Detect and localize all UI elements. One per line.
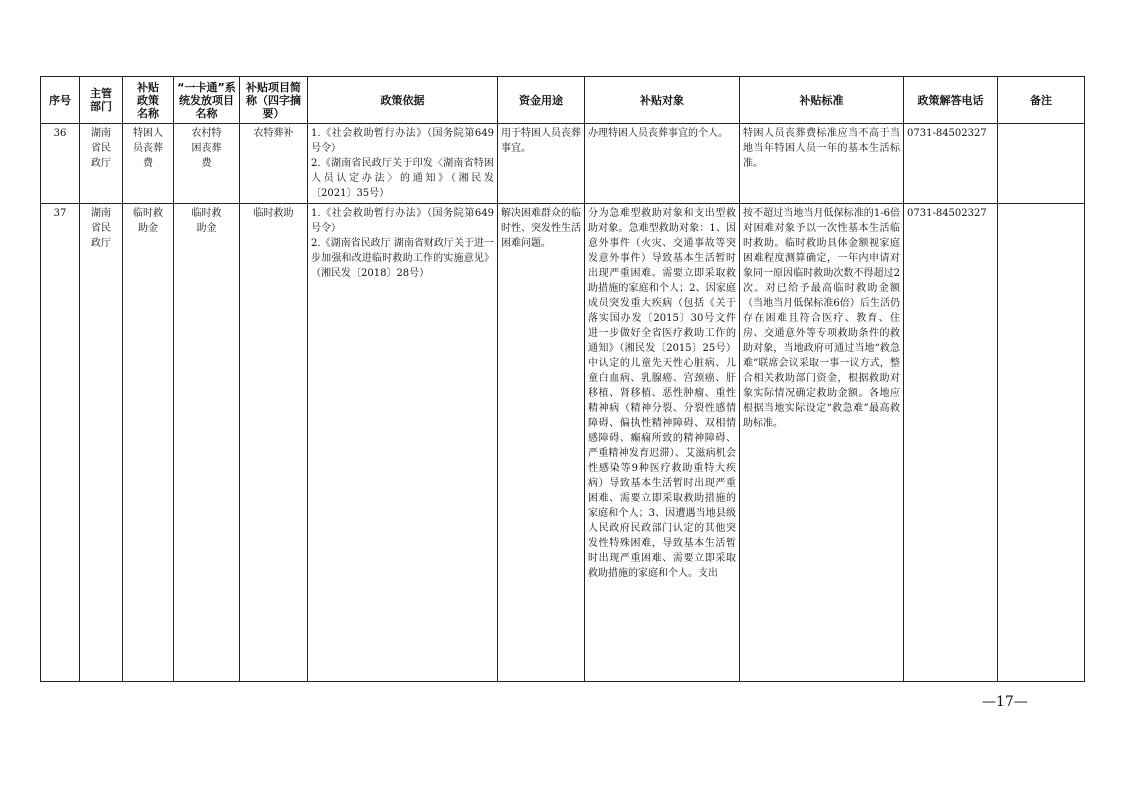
- cell-policy-name: 特困人员丧葬费: [123, 124, 174, 204]
- header-phone: 政策解答电话: [904, 77, 998, 124]
- header-row: [41, 77, 1085, 124]
- cell-remark: [998, 204, 1085, 682]
- policy-table: [40, 76, 1085, 682]
- header-remark: 备注: [998, 77, 1085, 124]
- cell-standard: 特困人员丧葬费标准应当不高于当地当年特困人员一年的基本生活标准。: [740, 124, 904, 204]
- cell-seq: 36: [41, 124, 80, 204]
- cell-phone: 0731-84502327: [904, 124, 998, 204]
- table-row: [41, 124, 1085, 204]
- page-number: —17—: [982, 694, 1028, 710]
- cell-target: 分为急难型救助对象和支出型救助对象。急难型救助对象：1、因意外事件（火灾、交通事故等突发意外事件）导致基本生活暂时出现严重困难、需要立即采取救助措施的家庭和个人；2、因家庭成员突发重大疾病（包括《关于落实国办发〔2015〕30号文件进一步做好全省医疗救助工作的通知》（湘民发〔2015〕25号）中认定的儿童先天性心脏病、儿童白血病、乳腺癌、宫颈癌、肝移植、肾移植、恶性肿瘤、重性精神病（精神分裂、分裂性感情障碍、偏执性精神障碍、双相情感障碍、癫痫所致的精神障碍、严重精神发育迟滞）、艾滋病机会性感染等9种医疗救助重特大疾病）导致基本生活暂时出现严重困难、需要立即采取救助措施的家庭和个人；3、因遭遇当地县级人民政府民政部门认定的其他突发性特殊困难，导致基本生活暂时出现严重困难、需要立即采取救助措施的家庭和个人。支出: [585, 204, 740, 682]
- header-policy-name: 补贴政策名称: [123, 77, 174, 124]
- cell-standard: 按不超过当地当月低保标准的1-6倍对困难对象予以一次性基本生活临时救助。临时救助具体金额视家庭困难程度测算确定，一年内申请对象同一原因临时救助次数不得超过2次。对已给予最高临时救助金额（当地当月低保标准6倍）后生活仍存在困难且符合医疗、教育、住房、交通意外等专项救助条件的救助对象，当地政府可通过当地“救急难”联席会议采取一事一议方式，整合相关救助部门资金，根据救助对象实际情况确定救助金额。各地应根据当地实际设定“救急难”最高救助标准。: [740, 204, 904, 682]
- cell-usage: 用于特困人员丧葬事宜。: [498, 124, 585, 204]
- cell-dept: 湖南省民政厅: [80, 204, 123, 682]
- header-dept: 主管部门: [80, 77, 123, 124]
- cell-project-name: 农村特困丧葬费: [174, 124, 240, 204]
- cell-remark: [998, 124, 1085, 204]
- header-seq: 序号: [41, 77, 80, 124]
- header-target: 补贴对象: [585, 77, 740, 124]
- cell-basis: 1.《社会救助暂行办法》（国务院第649号令） 2.《湖南省民政厅 湖南省财政厅关于进一步加强和改进临时救助工作的实施意见》（湘民发〔2018〕28号）: [308, 204, 498, 682]
- table-row: [41, 204, 1085, 682]
- header-standard: 补贴标准: [740, 77, 904, 124]
- cell-phone: 0731-84502327: [904, 204, 998, 682]
- cell-policy-name: 临时救助金: [123, 204, 174, 682]
- cell-usage: 解决困难群众的临时性、突发性生活困难问题。: [498, 204, 585, 682]
- cell-abbr: 农特葬补: [240, 124, 308, 204]
- header-basis: 政策依据: [308, 77, 498, 124]
- header-project-name: “一卡通”系统发放项目名称: [174, 77, 240, 124]
- cell-dept: 湖南省民政厅: [80, 124, 123, 204]
- header-usage: 资金用途: [498, 77, 585, 124]
- cell-project-name: 临时救助金: [174, 204, 240, 682]
- cell-seq: 37: [41, 204, 80, 682]
- cell-target: 办理特困人员丧葬事宜的个人。: [585, 124, 740, 204]
- cell-basis: 1.《社会救助暂行办法》（国务院第649号令） 2.《湖南省民政厅关于印发〈湖南省特困人员认定办法〉的通知》（湘民发〔2021〕35号）: [308, 124, 498, 204]
- cell-abbr: 临时救助: [240, 204, 308, 682]
- header-abbr: 补贴项目简称（四字摘要）: [240, 77, 308, 124]
